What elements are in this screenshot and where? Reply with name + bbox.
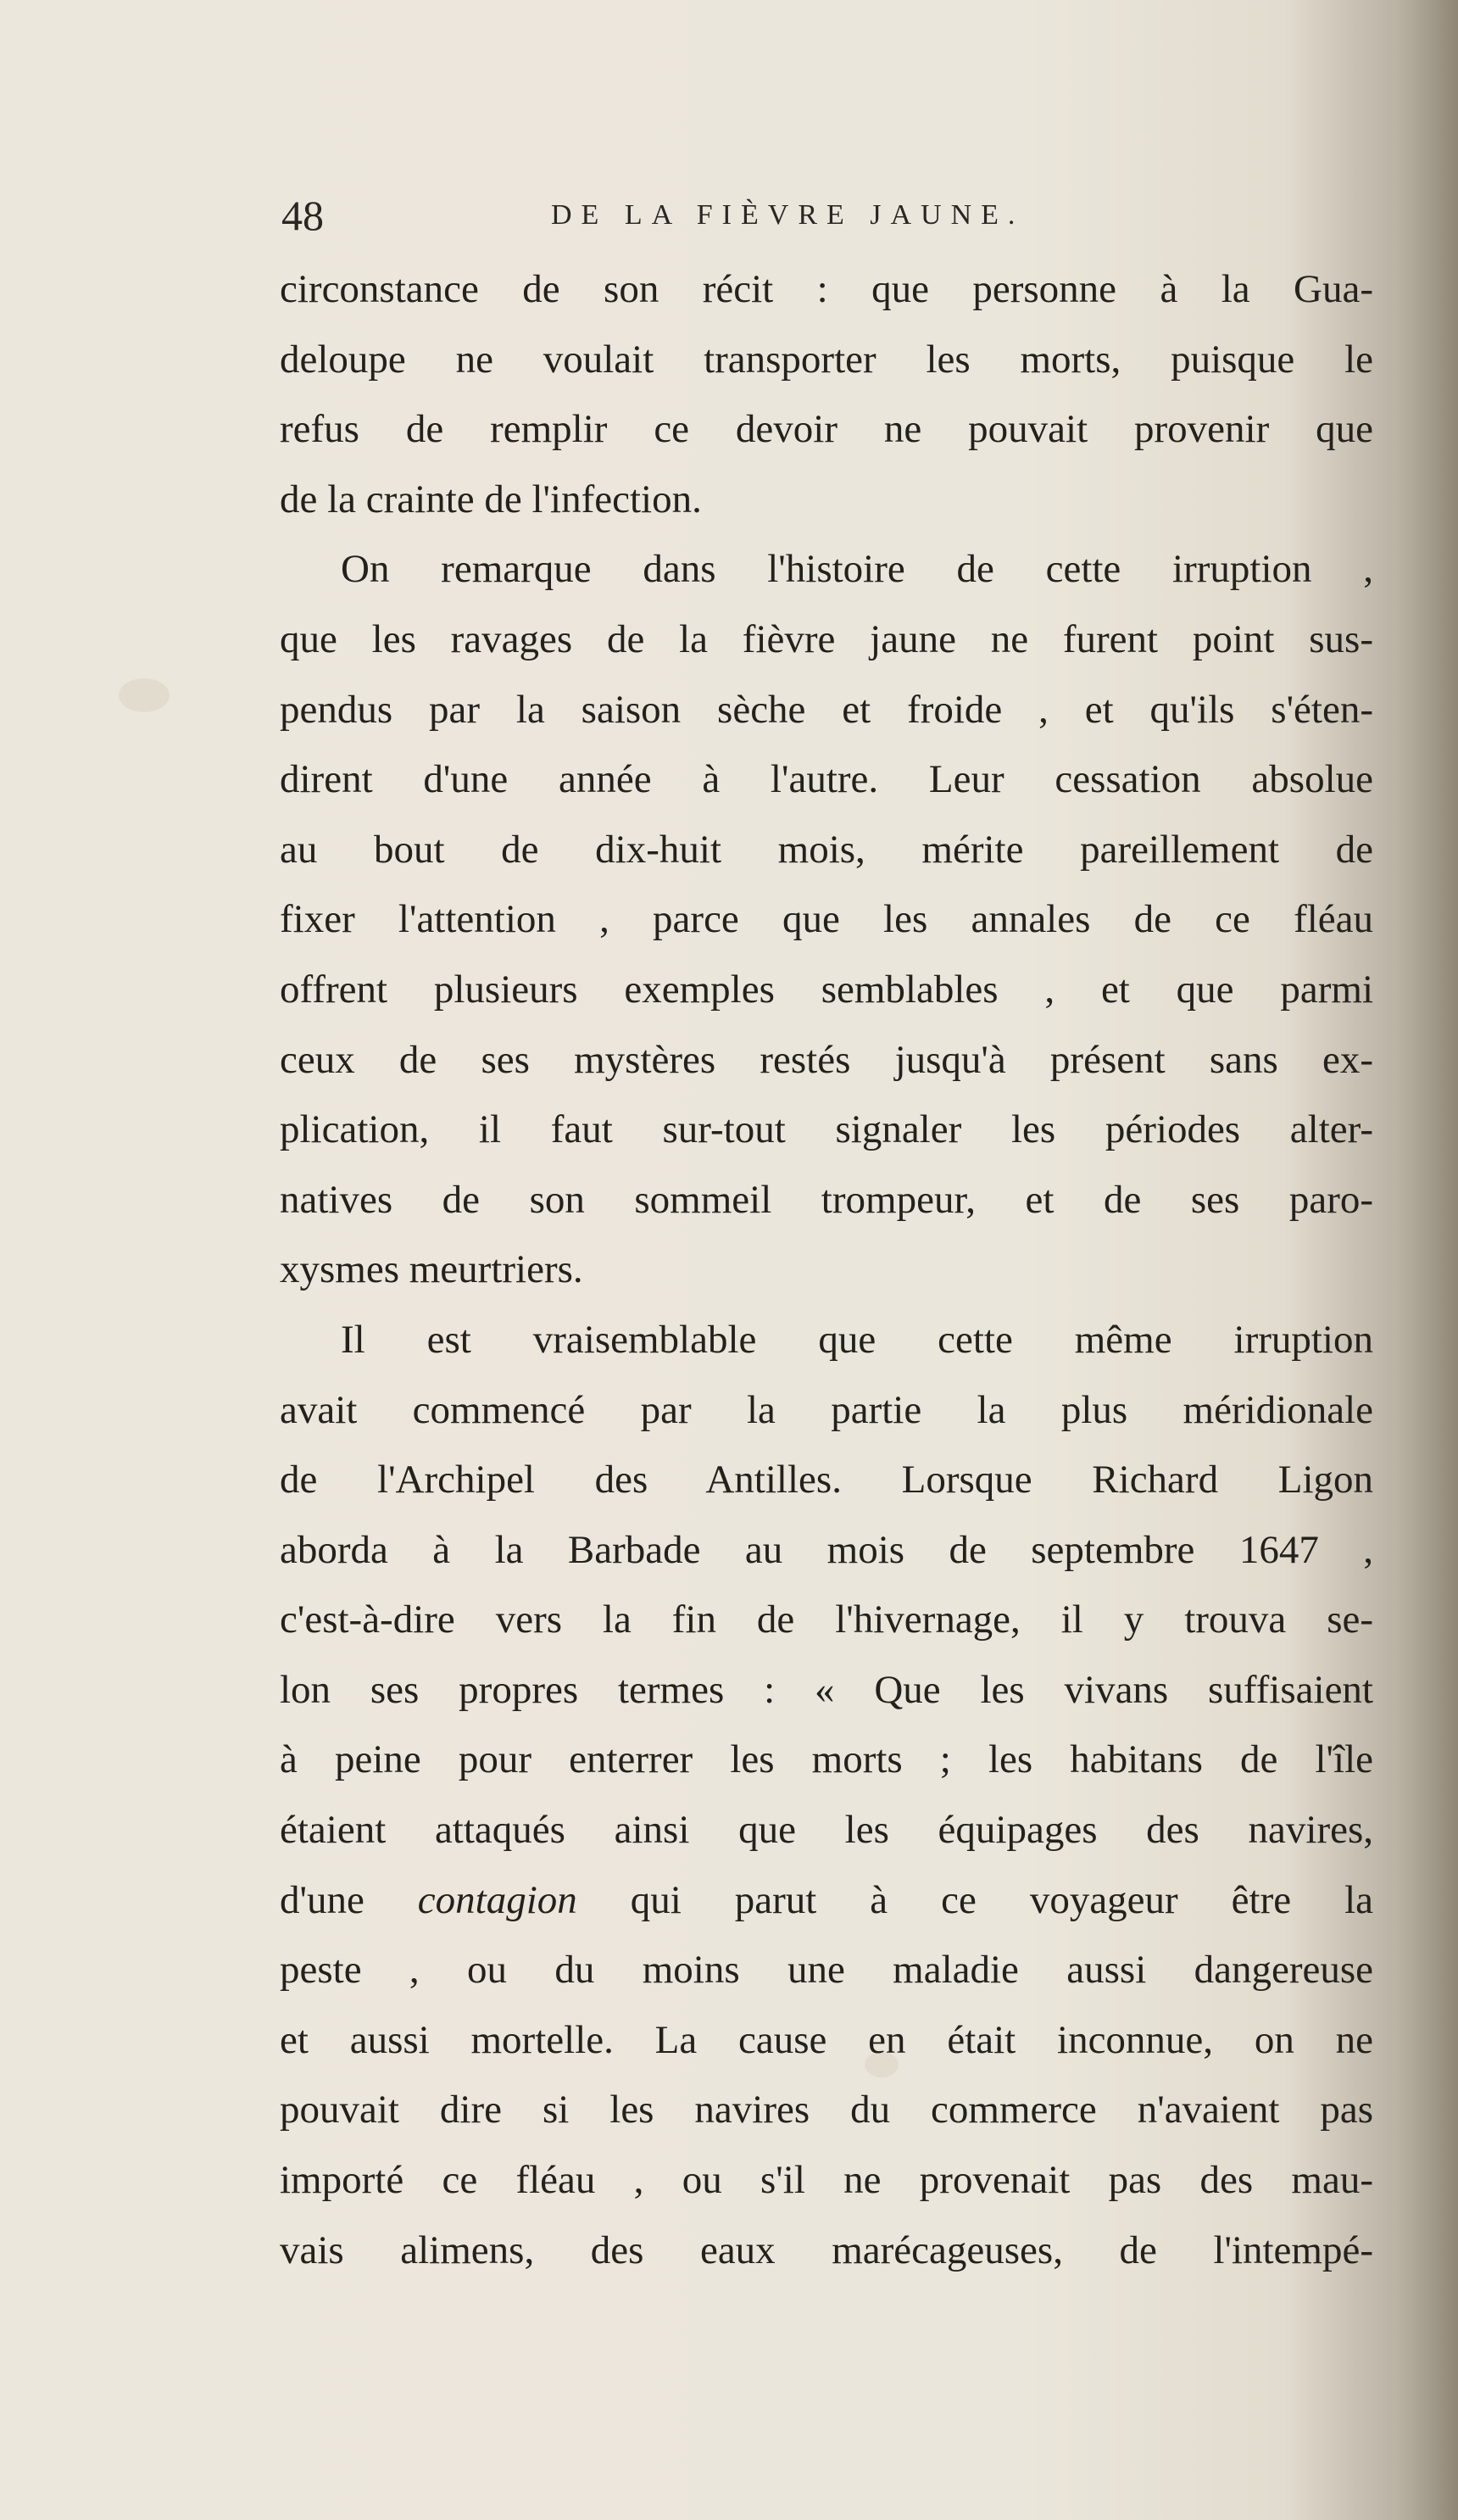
text-segment: ceux de ses mystères restés jusqu'à présent sans ex- [280, 1037, 1373, 1082]
text-line [280, 1795, 1373, 1865]
paper-stain [119, 678, 170, 712]
text-segment: fixer l'attention , parce que les annales de ce fléau [280, 897, 1373, 942]
text-segment: xysmes meurtriers. [280, 1247, 583, 1292]
text-line [280, 605, 1373, 675]
text-line [280, 325, 1373, 395]
text-segment: Il est vraisemblable que cette même irruption [341, 1317, 1373, 1362]
text-line [280, 2216, 1373, 2286]
text-segment: refus de remplir ce devoir ne pouvait provenir que [280, 407, 1373, 452]
text-line [280, 1935, 1373, 2005]
text-line [280, 2005, 1373, 2076]
text-segment: au bout de dix-huit mois, mérite pareillement de [280, 827, 1373, 872]
text-line [280, 465, 1373, 535]
page-number: 48 [281, 192, 324, 239]
text-segment: que les ravages de la fièvre jaune ne furent point sus- [280, 616, 1373, 661]
text-line [280, 254, 1373, 325]
text-segment: plication, il faut sur-tout signaler les périodes alter- [280, 1107, 1373, 1152]
text-line [280, 1865, 1373, 1936]
text-line [280, 1305, 1373, 1375]
text-line [280, 1445, 1373, 1515]
text-line [280, 955, 1373, 1025]
text-segment: et aussi mortelle. La cause en était inconnue, on ne [280, 2017, 1373, 2062]
text-segment: c'est-à-dire vers la fin de l'hivernage, il y trouva se- [280, 1597, 1373, 1642]
text-segment: étaient attaqués ainsi que les équipages des navires, [280, 1808, 1373, 1853]
text-line [280, 884, 1373, 955]
running-head [271, 190, 1373, 241]
text-segment: aborda à la Barbade au mois de septembre 1647 , [280, 1527, 1373, 1572]
text-segment: de la crainte de l'infection. [280, 477, 702, 521]
text-line [280, 1515, 1373, 1586]
text-line [280, 1165, 1373, 1235]
text-line [280, 2145, 1373, 2216]
text-line [280, 394, 1373, 465]
text-segment: deloupe ne voulait transporter les morts, puisque le [280, 337, 1373, 382]
text-segment: qui parut à ce voyageur être la [576, 1877, 1373, 1922]
text-segment: offrent plusieurs exemples semblables , et que parmi [280, 967, 1373, 1012]
text-segment: de l'Archipel des Antilles. Lorsque Richard Ligon [280, 1458, 1373, 1503]
text-line [280, 1375, 1373, 1446]
body-text [280, 254, 1373, 2285]
text-segment: natives de son sommeil trompeur, et de ses paro- [280, 1177, 1373, 1222]
text-line [280, 2075, 1373, 2145]
text-line [280, 534, 1373, 605]
text-line [280, 675, 1373, 745]
text-line [280, 815, 1373, 885]
italic-text: contagion [417, 1877, 577, 1922]
running-title: DE LA FIÈVRE JAUNE. [551, 199, 1025, 231]
text-segment: pendus par la saison sèche et froide , et qu'ils s'éten- [280, 687, 1373, 732]
text-segment: importé ce fléau , ou s'il ne provenait pas des mau- [280, 2158, 1373, 2203]
text-line [280, 1655, 1373, 1726]
text-line [280, 1235, 1373, 1305]
text-segment: dirent d'une année à l'autre. Leur cessation absolue [280, 757, 1373, 802]
text-line [280, 1095, 1373, 1165]
text-segment: d'une [280, 1877, 418, 1922]
text-segment: avait commencé par la partie la plus méridionale [280, 1387, 1373, 1432]
text-segment: pouvait dire si les navires du commerce n'avaient pas [280, 2088, 1373, 2133]
text-line [280, 1585, 1373, 1655]
text-segment: vais alimens, des eaux marécageuses, de l'intempé- [280, 2227, 1373, 2272]
text-segment: à peine pour enterrer les morts ; les habitans de l'île [280, 1737, 1373, 1782]
text-segment: lon ses propres termes : « Que les vivans suffisaient [280, 1667, 1373, 1712]
text-segment: On remarque dans l'histoire de cette irruption , [341, 547, 1373, 592]
text-segment: peste , ou du moins une maladie aussi dangereuse [280, 1948, 1373, 1993]
text-line [280, 744, 1373, 815]
text-line [280, 1025, 1373, 1096]
text-line [280, 1725, 1373, 1795]
text-segment: circonstance de son récit : que personne à la Gua- [280, 267, 1373, 311]
